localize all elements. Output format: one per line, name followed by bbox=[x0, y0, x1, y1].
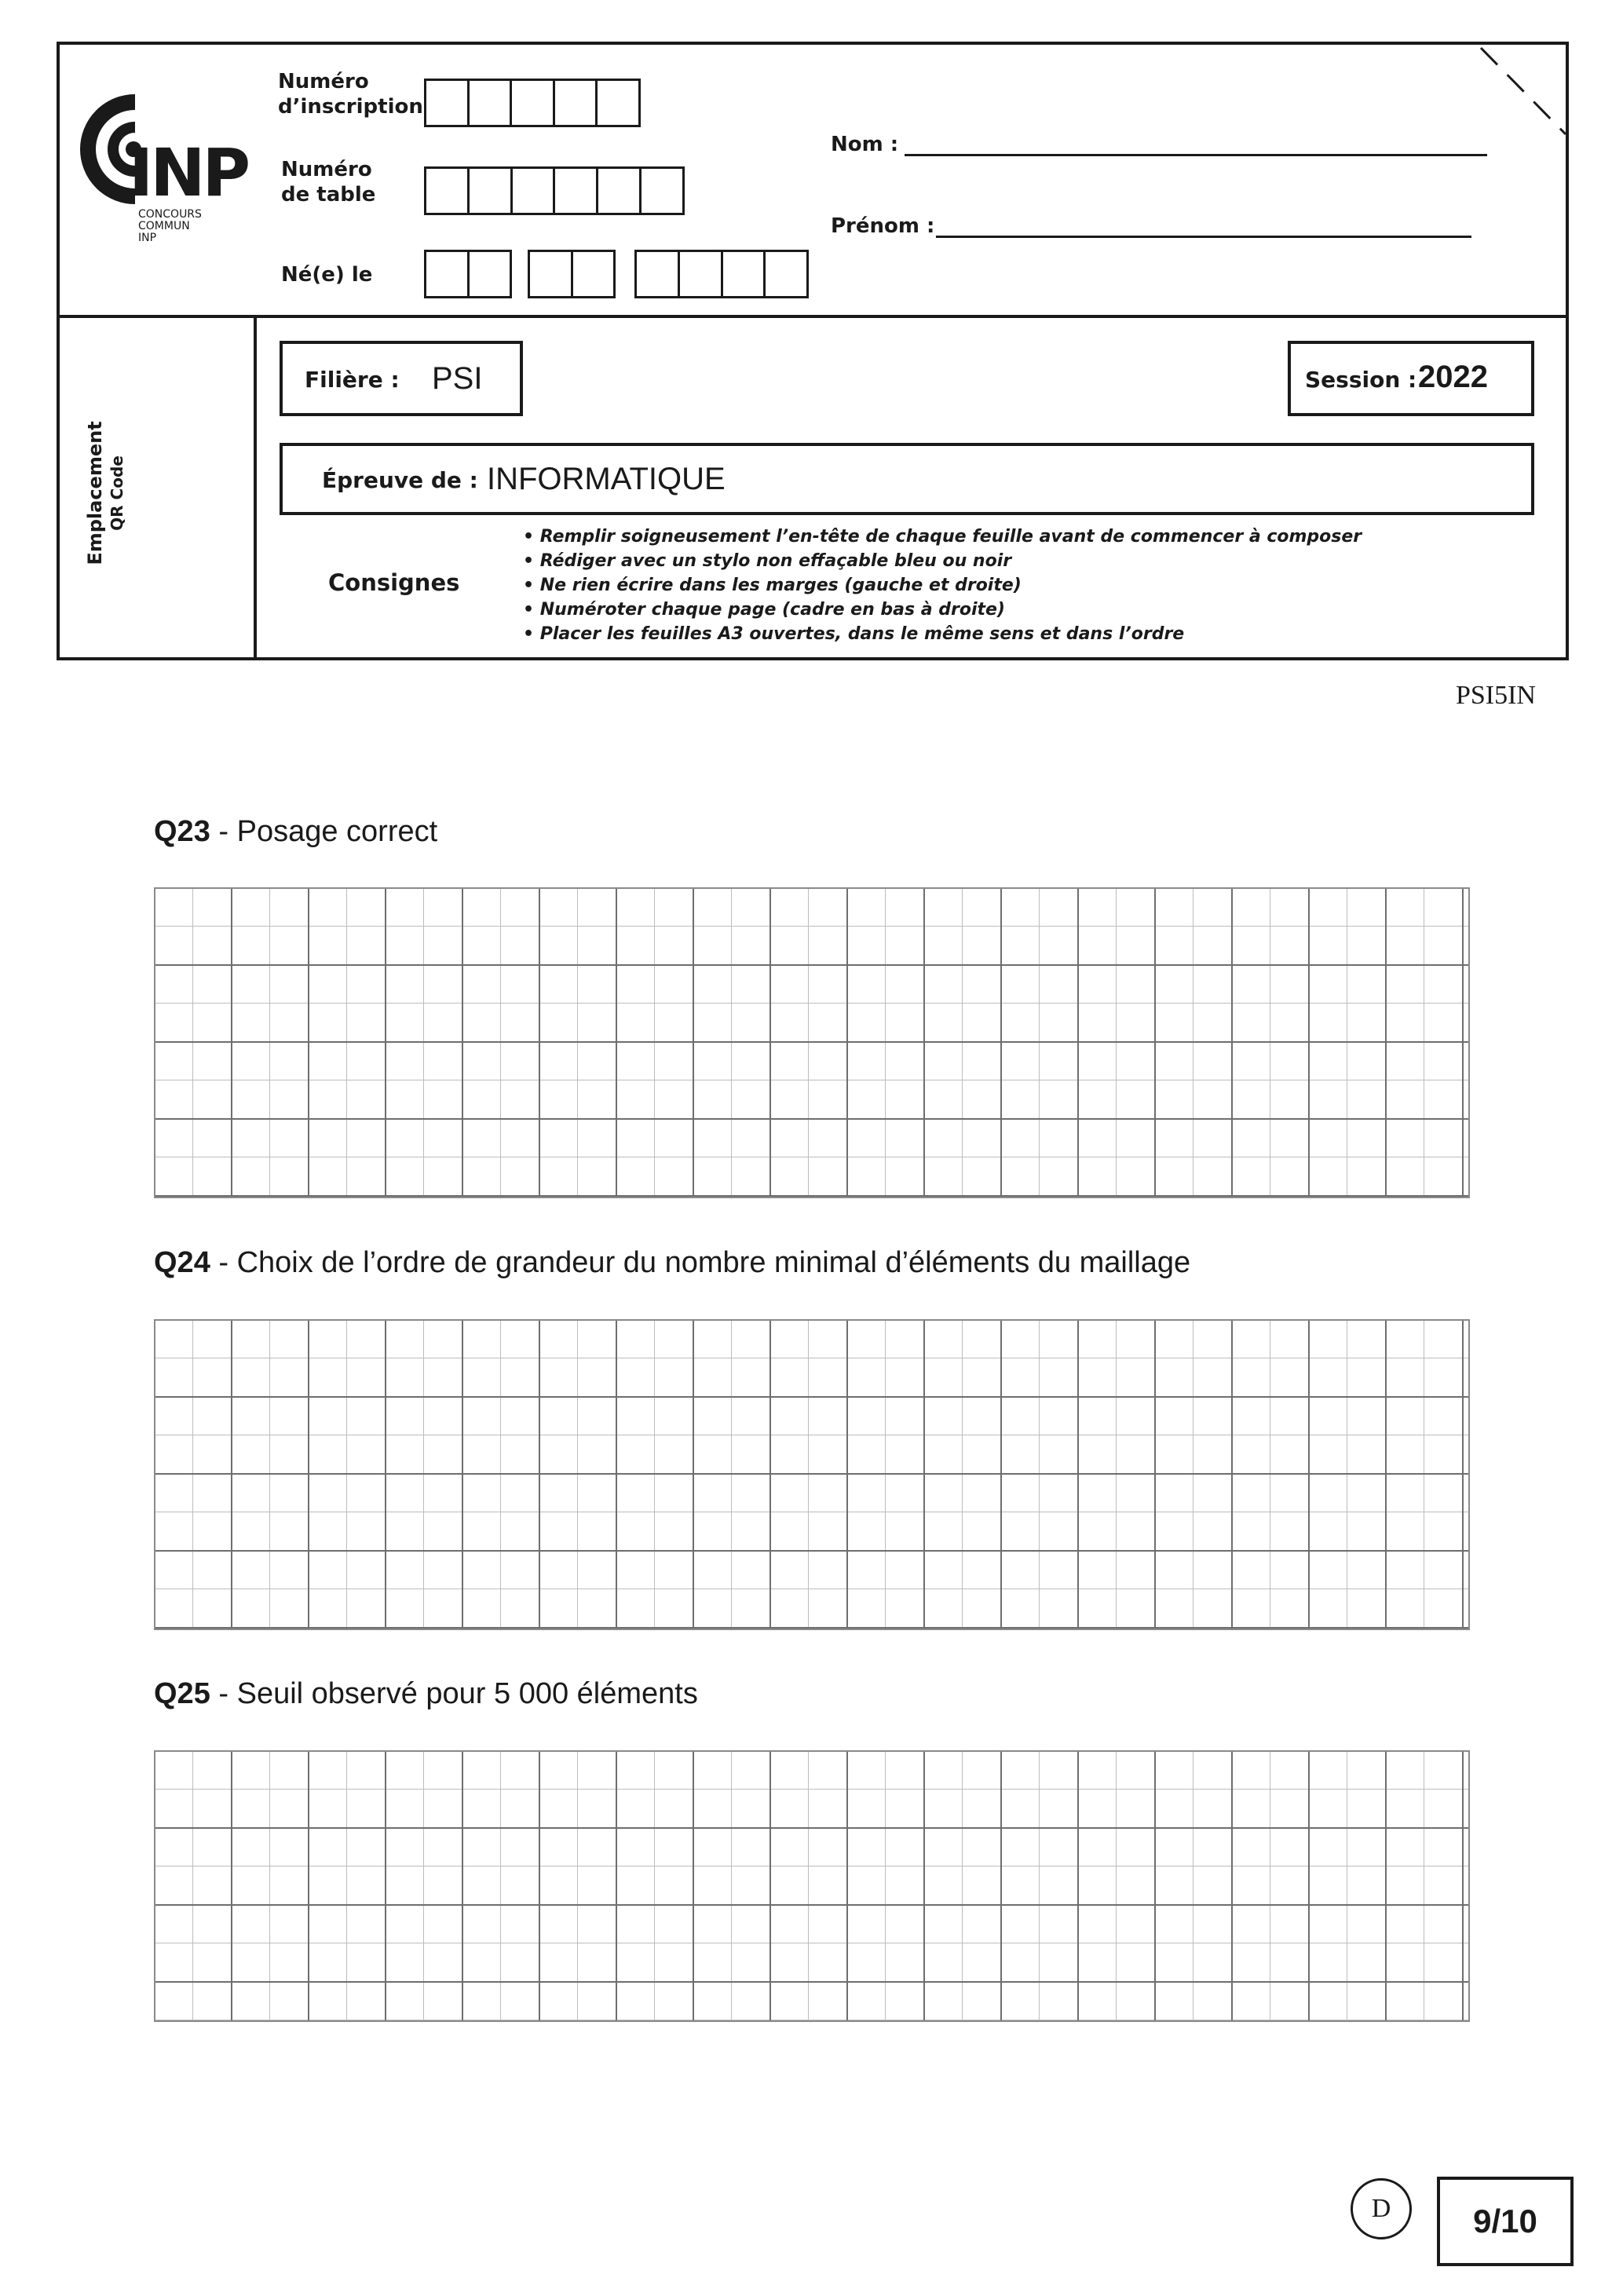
consigne-item: • Ne rien écrire dans les marges (gauche et droite) bbox=[523, 573, 1362, 598]
exam-code: PSI5IN bbox=[1455, 681, 1536, 710]
filiere-value: PSI bbox=[432, 361, 483, 396]
numero-inscription-input[interactable] bbox=[424, 79, 641, 127]
epreuve-label: Épreuve de : bbox=[322, 467, 478, 493]
numero-inscription-label: Numéro d’inscription bbox=[278, 70, 423, 119]
corner-fold-mark bbox=[1476, 43, 1567, 137]
consigne-item: • Numéroter chaque page (cadre en bas à droite) bbox=[523, 598, 1362, 622]
logo-subtitle: CONCOURS COMMUN INP bbox=[138, 208, 202, 244]
prenom-label: Prénom : bbox=[831, 214, 935, 238]
answer-grid-q24[interactable] bbox=[154, 1319, 1470, 1630]
consigne-item: • Remplir soigneusement l’en-tête de chaque feuille avant de commencer à composer bbox=[523, 525, 1362, 549]
epreuve-value: INFORMATIQUE bbox=[487, 462, 726, 496]
answer-grid-q25[interactable] bbox=[154, 1750, 1470, 2022]
filiere-label: Filière : bbox=[305, 367, 400, 393]
question-title-q23: Q23 - Posage correct bbox=[154, 815, 438, 848]
consigne-item: • Rédiger avec un stylo non effaçable bleu ou noir bbox=[523, 549, 1362, 573]
consignes-label: Consignes bbox=[328, 569, 460, 596]
consigne-item: • Placer les feuilles A3 ouvertes, dans le même sens et dans l’ordre bbox=[523, 622, 1362, 646]
nom-input[interactable] bbox=[905, 154, 1487, 156]
birth-year-input[interactable] bbox=[634, 250, 809, 298]
qr-code-placeholder: Emplacement QR Code bbox=[84, 421, 126, 565]
birth-day-input[interactable] bbox=[424, 250, 512, 298]
session-box bbox=[1288, 341, 1534, 416]
prenom-input[interactable] bbox=[936, 236, 1471, 238]
qr-column-divider bbox=[254, 315, 257, 660]
epreuve-box bbox=[280, 443, 1534, 515]
birth-month-input[interactable] bbox=[528, 250, 616, 298]
logo-wordmark: INP bbox=[129, 134, 248, 211]
answer-grid-q23[interactable] bbox=[154, 887, 1470, 1198]
question-title-q25: Q25 - Seuil observé pour 5 000 éléments bbox=[154, 1677, 698, 1710]
ne-le-label: Né(e) le bbox=[281, 263, 373, 287]
version-circle: D bbox=[1351, 2178, 1412, 2239]
session-value: 2022 bbox=[1418, 360, 1488, 394]
consignes-list bbox=[523, 525, 1362, 646]
question-title-q24: Q24 - Choix de l’ordre de grandeur du nombre minimal d’éléments du maillage bbox=[154, 1246, 1191, 1279]
nom-label: Nom : bbox=[831, 133, 899, 156]
numero-table-label: Numéro de table bbox=[281, 158, 376, 207]
inp-logo bbox=[80, 94, 261, 251]
filiere-box bbox=[280, 341, 523, 416]
page-number: 9/10 bbox=[1437, 2177, 1574, 2266]
numero-table-input[interactable] bbox=[424, 166, 685, 215]
session-label: Session : bbox=[1305, 367, 1417, 393]
header-divider bbox=[57, 315, 1569, 318]
